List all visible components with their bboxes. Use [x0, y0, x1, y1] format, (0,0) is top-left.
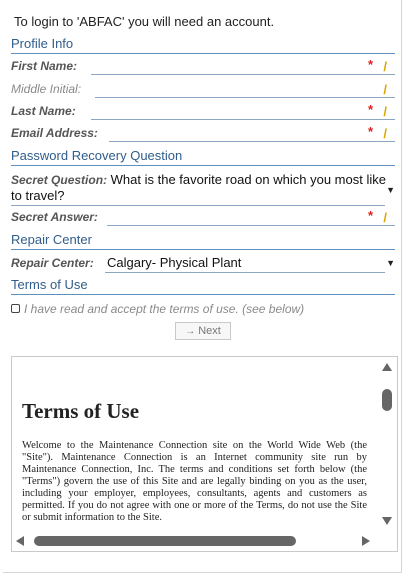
- next-button[interactable]: [175, 322, 231, 340]
- secret-question-select[interactable]: [11, 172, 395, 206]
- email-input-line[interactable]: [109, 141, 395, 142]
- secret-answer-input-line[interactable]: [107, 225, 395, 226]
- email-label: Email Address:: [11, 126, 98, 140]
- arrow-right-icon: →: [185, 326, 196, 337]
- scroll-left-arrow-icon[interactable]: [16, 536, 24, 546]
- pencil-icon[interactable]: /: [383, 104, 387, 119]
- section-repair-center: Repair Center: [11, 232, 395, 250]
- last-name-field[interactable]: [11, 102, 395, 122]
- section-profile-info: Profile Info: [11, 36, 395, 54]
- repair-center-label: Repair Center:: [11, 256, 94, 270]
- terms-panel[interactable]: [11, 356, 398, 552]
- terms-content: [22, 357, 367, 531]
- horizontal-scroll-thumb[interactable]: [34, 536, 296, 546]
- email-field[interactable]: [11, 124, 395, 144]
- secret-answer-field[interactable]: [11, 208, 395, 228]
- next-button-label: Next: [198, 325, 221, 337]
- vertical-scrollbar[interactable]: [381, 363, 393, 533]
- scroll-up-arrow-icon[interactable]: [382, 363, 392, 371]
- horizontal-scrollbar[interactable]: [16, 535, 370, 547]
- repair-center-select[interactable]: [11, 255, 395, 273]
- last-name-label: Last Name:: [11, 104, 76, 118]
- secret-question-label: Secret Question:: [11, 173, 108, 187]
- scroll-down-arrow-icon[interactable]: [382, 517, 392, 525]
- pencil-icon[interactable]: /: [383, 82, 387, 97]
- middle-initial-field[interactable]: [11, 80, 395, 100]
- required-marker: *: [367, 208, 373, 223]
- repair-center-underline: [105, 272, 385, 273]
- required-marker: *: [367, 124, 373, 139]
- chevron-down-icon[interactable]: ▼: [386, 185, 395, 195]
- checkbox-icon[interactable]: [11, 304, 20, 313]
- pencil-icon[interactable]: /: [383, 126, 387, 141]
- terms-body: Welcome to the Maintenance Connection site on the World Wide Web (the "Site"). Maintenance Connection is an Internet community site run by Maintenance Connection, Inc. The terms and conditions set forth below (the "Terms") govern the use of this Site and are legally binding on you as the user, including your employer, employees, consultants, agents and customers as permitted. If you do not agree with one or more of the Terms, do not use the Site or submit information to the Site.: [22, 440, 367, 523]
- accept-terms-label: I have read and accept the terms of use. (see below): [24, 302, 305, 316]
- first-name-field[interactable]: [11, 57, 395, 77]
- pencil-icon[interactable]: /: [383, 210, 387, 225]
- secret-question-underline: [11, 205, 385, 206]
- required-marker: *: [367, 102, 373, 117]
- required-marker: *: [367, 57, 373, 72]
- login-form-frame: [3, 0, 402, 573]
- first-name-input-line[interactable]: [91, 74, 395, 75]
- section-terms-of-use: Terms of Use: [11, 277, 395, 295]
- pencil-icon[interactable]: /: [383, 59, 387, 74]
- secret-answer-label: Secret Answer:: [11, 210, 98, 224]
- secret-question-value: What is the favorite road on which you most like to travel?: [11, 172, 386, 203]
- chevron-down-icon[interactable]: ▼: [386, 258, 395, 268]
- accept-terms-checkbox[interactable]: [11, 302, 304, 316]
- first-name-label: First Name:: [11, 59, 78, 73]
- middle-initial-label: Middle Initial:: [11, 82, 82, 96]
- scroll-right-arrow-icon[interactable]: [362, 536, 370, 546]
- vertical-scroll-thumb[interactable]: [382, 389, 392, 411]
- terms-title: Terms of Use: [22, 399, 140, 423]
- section-password-recovery: Password Recovery Question: [11, 148, 395, 166]
- last-name-input-line[interactable]: [91, 119, 395, 120]
- repair-center-value: Calgary- Physical Plant: [107, 255, 242, 270]
- intro-text: To login to 'ABFAC' you will need an account.: [14, 14, 275, 29]
- middle-initial-input-line[interactable]: [95, 97, 395, 98]
